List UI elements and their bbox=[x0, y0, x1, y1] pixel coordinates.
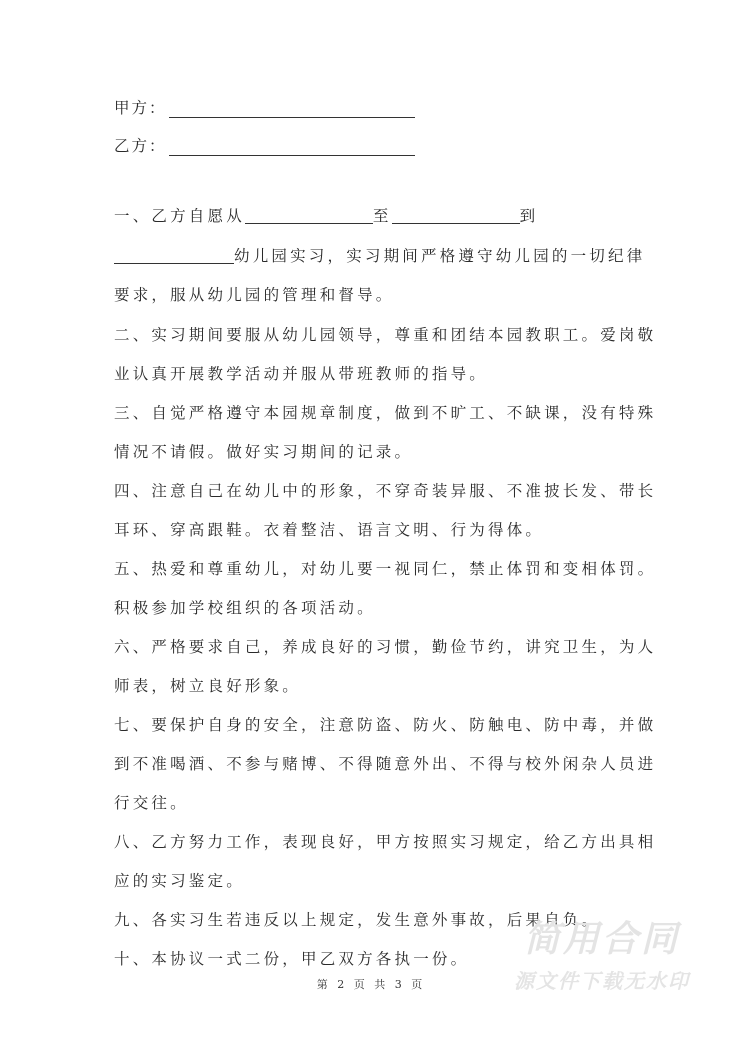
clause-line: 应的实习鉴定。 bbox=[114, 872, 245, 890]
start-date-blank-field[interactable] bbox=[245, 205, 373, 224]
clause-line: 四、注意自己在幼儿中的形象，不穿奇装异服、不准披长发、带长 bbox=[114, 482, 657, 500]
clause-line: 九、各实习生若违反以上规定，发生意外事故，后果自负。 bbox=[114, 911, 601, 929]
clause-line: 行交往。 bbox=[114, 794, 189, 812]
clause-1-line-2 bbox=[114, 244, 645, 268]
kindergarten-blank-field[interactable] bbox=[114, 245, 234, 264]
clause-line: 耳环、穿高跟鞋。衣着整洁、语言文明、行为得体。 bbox=[114, 521, 545, 539]
party-b-label: 乙方： bbox=[114, 137, 167, 155]
clause-line: 六、严格要求自己，养成良好的习惯，勤俭节约，讲究卫生，为人 bbox=[114, 638, 657, 656]
clause-1-line-2-text: 幼儿园实习，实习期间严格遵守幼儿园的一切纪律 bbox=[234, 247, 646, 265]
party-a-row bbox=[114, 94, 415, 118]
clause-line: 八、乙方努力工作，表现良好，甲方按照实习规定，给乙方出具相 bbox=[114, 833, 657, 851]
clause-1-line-3: 要求，服从幼儿园的管理和督导。 bbox=[114, 286, 395, 304]
page-indicator: 第 2 页 共 3 页 bbox=[316, 978, 426, 991]
party-b-row bbox=[114, 132, 415, 156]
clause-line: 十、本协议一式二份，甲乙双方各执一份。 bbox=[114, 950, 470, 968]
clause-1-line-1 bbox=[114, 204, 538, 228]
watermark-title: 简用合同 bbox=[523, 919, 680, 960]
clause-line: 积极参加学校组织的各项活动。 bbox=[114, 599, 376, 617]
watermark-subtitle: 源文件下载无水印 bbox=[514, 969, 690, 993]
clause-1-to: 至 bbox=[372, 207, 392, 225]
clause-1-prefix: 一、乙方自愿从 bbox=[114, 207, 245, 225]
clause-line: 三、自觉严格遵守本园规章制度，做到不旷工、不缺课，没有特殊 bbox=[114, 404, 657, 422]
party-a-label: 甲方： bbox=[114, 99, 167, 117]
clause-line: 五、热爱和尊重幼儿，对幼儿要一视同仁，禁止体罚和变相体罚。 bbox=[114, 560, 657, 578]
end-date-blank-field[interactable] bbox=[392, 205, 520, 224]
party-a-blank-field[interactable] bbox=[169, 99, 415, 118]
clause-1-arrive: 到 bbox=[519, 207, 539, 225]
clause-line: 师表，树立良好形象。 bbox=[114, 677, 302, 695]
clause-line: 到不准喝酒、不参与赌博、不得随意外出、不得与校外闲杂人员进 bbox=[114, 755, 657, 773]
clause-line: 业认真开展教学活动并服从带班教师的指导。 bbox=[114, 365, 489, 383]
clause-line: 情况不请假。做好实习期间的记录。 bbox=[114, 443, 414, 461]
party-b-blank-field[interactable] bbox=[169, 137, 415, 156]
clause-line: 七、要保护自身的安全，注意防盗、防火、防触电、防中毒，并做 bbox=[114, 716, 657, 734]
clause-line: 二、实习期间要服从幼儿园领导，尊重和团结本园教职工。爱岗敬 bbox=[114, 326, 657, 344]
